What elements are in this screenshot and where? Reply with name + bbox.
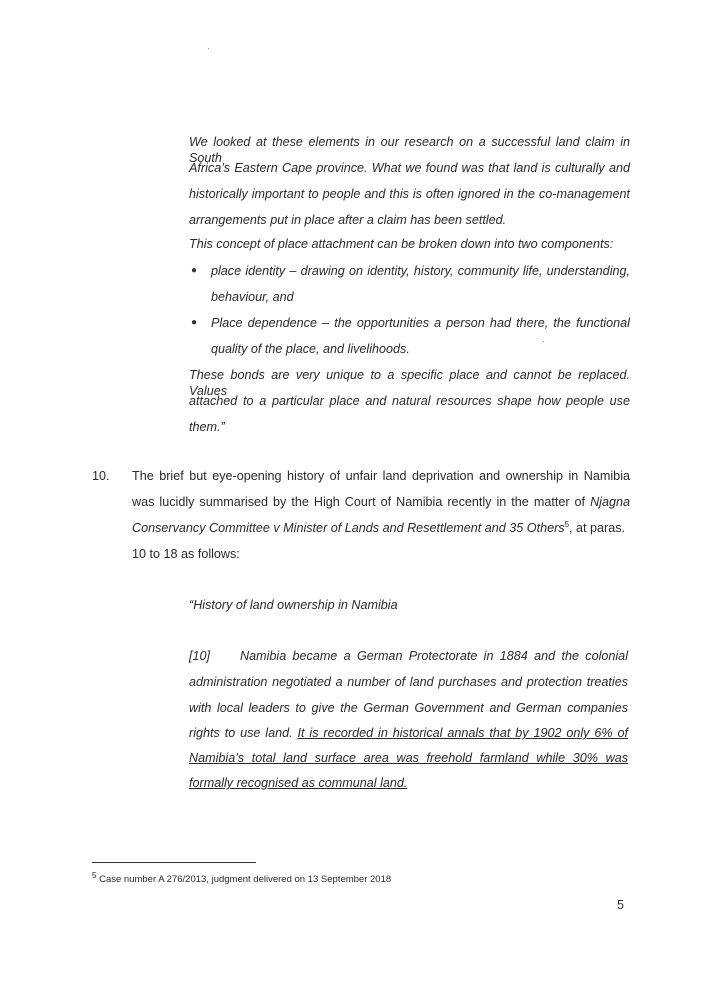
footnote-ref: 5 [564,519,570,529]
quote1-line: historically important to people and this is often ignored in the co-management [189,187,630,201]
footnote [92,870,392,887]
quote1-closing-line: them.” [189,420,225,434]
paragraph-line: The brief but eye-opening history of unfair land deprivation and ownership in Namibia [132,469,630,483]
footnote-text: Case number A 276/2013, judgment delivered on 13 September 2018 [96,874,392,885]
quote1-line: We looked at these elements in our research on a successful land claim in South [189,135,630,165]
bullet-item-line: behaviour, and [211,290,294,304]
quote1-line: Africa’s Eastern Cape province. What we found was that land is culturally and [189,161,630,175]
paragraph-text: , at paras. [569,521,626,535]
paragraph-text: was lucidly summarised by the High Court of Namibia recently in the matter of [132,495,591,509]
quote1-closing-line: These bonds are very unique to a specific place and cannot be replaced. Values [189,368,630,398]
footnote-marker: 5 [92,870,97,880]
scan-speck [543,341,544,342]
bullet-item-line: Place dependence – the opportunities a person had there, the functional [211,316,630,330]
quote1-line: This concept of place attachment can be broken down into two components: [189,237,614,251]
scan-speck [208,48,209,49]
quote2-line: Namibia became a German Protectorate in 1884 and the colonial [240,649,628,663]
quote2-para-label: [10] [189,649,211,663]
paragraph-line [132,494,630,510]
case-name: Njagna [590,495,630,509]
paragraph-line [132,520,625,536]
quote1-closing-line: attached to a particular place and natural resources shape how people use [189,394,630,408]
case-name: Conservancy Committee v Minister of Lands and Resettlement and 35 Others [132,521,565,535]
bullet-icon: ● [191,265,198,276]
bullet-icon: ● [191,317,198,328]
quote1-line: arrangements put in place after a claim has been settled. [189,213,507,227]
footnote-separator [92,862,256,863]
bullet-item-line: place identity – drawing on identity, history, community life, understanding, [211,264,630,278]
paragraph-line: 10 to 18 as follows: [132,547,240,561]
quote2-heading: “History of land ownership in Namibia [189,598,398,612]
quote2-line: with local leaders to give the German Government and German companies [189,701,628,715]
quote2-underlined-text: formally recognised as communal land. [189,776,408,790]
paragraph-number: 10. [92,469,110,483]
bullet-item-line: quality of the place, and livelihoods. [211,342,410,356]
page-number: 5 [617,898,624,912]
quote2-underlined-text: Namibia’s total land surface area was freehold farmland while 30% was [189,751,628,765]
quote2-line [189,725,628,741]
quote2-underlined-text: It is recorded in historical annals that by 1902 only 6% of [297,726,628,740]
quote2-text: rights to use land. [189,726,298,740]
quote2-line: administration negotiated a number of land purchases and protection treaties [189,675,628,689]
